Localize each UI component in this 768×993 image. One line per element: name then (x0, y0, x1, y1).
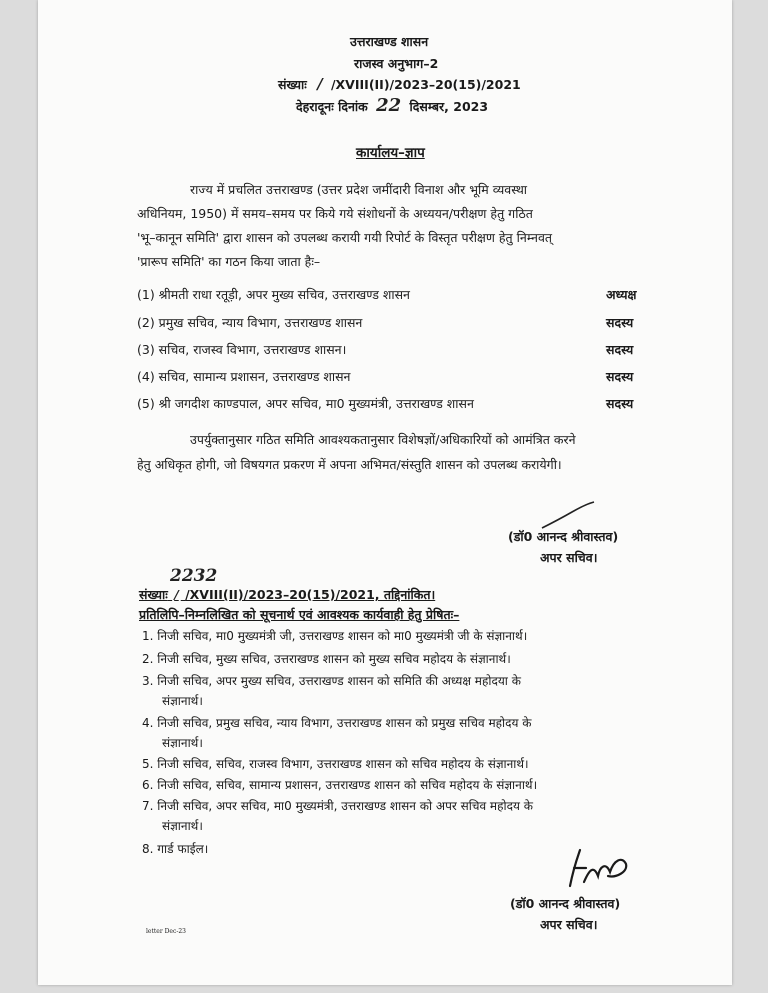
member-3: (3) सचिव, राजस्व विभाग, उत्तराखण्ड शासन। (137, 342, 347, 357)
intro-line-4: 'प्रारूप समिति' का गठन किया जाता हैः– (137, 254, 321, 269)
member-1: (1) श्रीमती राधा रतूड़ी, अपर मुख्य सचिव, उत्तराखण्ड शासन (137, 287, 410, 302)
date-day: 22 (376, 95, 402, 116)
intro-line-2: अधिनियम, 1950) में समय–समय पर किये गये संशोधनों के अध्ययन/परीक्षण हेतु गठित (137, 206, 533, 221)
closing-line-2: हेतु अधिकृत होगी, जो विषयगत प्रकरण में अपना अभिमत/संस्तुति शासन को उपलब्ध करायेगी। (137, 457, 562, 472)
member-1-role: अध्यक्ष (606, 287, 637, 302)
copy-item-3: 3. निजी सचिव, अपर मुख्य सचिव, उत्तराखण्ड शासन को समिति की अध्यक्ष महोदया के (142, 674, 521, 688)
copy-item-6: 6. निजी सचिव, सचिव, सामान्य प्रशासन, उत्तराखण्ड शासन को सचिव महोदय के संज्ञानार्थ। (142, 778, 538, 792)
member-5-role: सदस्य (606, 396, 634, 411)
signature-mark-2 (564, 846, 634, 896)
signatory-designation-1: अपर सचिव। (540, 550, 598, 565)
place-date-label: देहरादूनः दिनांक (296, 99, 368, 114)
copy-item-5: 5. निजी सचिव, सचिव, राजस्व विभाग, उत्तराखण्ड शासन को सचिव महोदय के संज्ञानार्थ। (142, 757, 529, 771)
signatory-name-2: (डॉ0 आनन्द श्रीवास्तव) (510, 896, 621, 911)
footer-note: letter Dec-23 (146, 928, 187, 935)
member-2-role: सदस्य (606, 315, 634, 330)
member-4: (4) सचिव, सामान्य प्रशासन, उत्तराखण्ड शासन (137, 369, 351, 384)
copy-number-mark: / (174, 587, 179, 602)
copy-item-8: 8. गार्ड फाईल। (142, 842, 209, 856)
handwritten-dispatch-number: 2232 (170, 566, 218, 586)
file-number: /XVIII(II)/2023–20(15)/2021 (330, 77, 521, 92)
department-name: राजस्व अनुभाग–2 (354, 56, 439, 71)
intro-line-3: 'भू–कानून समिति' द्वारा शासन को उपलब्ध करायी गयी रिपोर्ट के विस्तृत परीक्षण हेतु निम्नवत् (137, 230, 553, 245)
copy-item-1: 1. निजी सचिव, मा0 मुख्यमंत्री जी, उत्तराखण्ड शासन को मा0 मुख्यमंत्री जी के संज्ञानार्थ। (142, 629, 528, 643)
copy-item-7: 7. निजी सचिव, अपर सचिव, मा0 मुख्यमंत्री, उत्तराखण्ड शासन को अपर सचिव महोदय के (142, 799, 533, 813)
copy-heading: प्रतिलिपि–निम्नलिखित को सूचनार्थ एवं आवश्यक कार्यवाही हेतु प्रेषितः– (139, 607, 460, 622)
government-name: उत्तराखण्ड शासन (350, 34, 429, 49)
copy-item-4: 4. निजी सचिव, प्रमुख सचिव, न्याय विभाग, उत्तराखण्ड शासन को प्रमुख सचिव महोदय के (142, 716, 532, 730)
number-mark: / (317, 75, 323, 93)
number-label: संख्याः (278, 77, 307, 92)
member-5: (5) श्री जगदीश काण्डपाल, अपर सचिव, मा0 मुख्यमंत्री, उत्तराखण्ड शासन (137, 396, 474, 411)
member-4-role: सदस्य (606, 369, 634, 384)
intro-line-1: राज्य में प्रचलित उत्तराखण्ड (उत्तर प्रदेश जमींदारी विनाश और भूमि व्यवस्था (190, 182, 528, 197)
copy-item-3-cont: संज्ञानार्थ। (162, 694, 203, 708)
document-title: कार्यालय–ज्ञाप (356, 145, 425, 161)
closing-line-1: उपर्युक्तानुसार गठित समिति आवश्यकतानुसार विशेषज्ञों/अधिकारियों को आमंत्रित करने (190, 432, 576, 447)
date-month-year: दिसम्बर, 2023 (409, 99, 489, 114)
file-number-line (278, 75, 521, 93)
copy-number-line (139, 586, 435, 603)
signatory-designation-2: अपर सचिव। (540, 917, 598, 932)
copy-number-label: संख्याः (139, 587, 168, 602)
place-date-line (296, 95, 488, 116)
copy-item-2: 2. निजी सचिव, मुख्य सचिव, उत्तराखण्ड शासन को मुख्य सचिव महोदय के संज्ञानार्थ। (142, 652, 511, 666)
copy-item-4-cont: संज्ञानार्थ। (162, 736, 203, 750)
member-2: (2) प्रमुख सचिव, न्याय विभाग, उत्तराखण्ड शासन (137, 315, 363, 330)
document-page (38, 0, 732, 985)
signatory-name-1: (डॉ0 आनन्द श्रीवास्तव) (508, 529, 619, 544)
member-3-role: सदस्य (606, 342, 634, 357)
copy-number-text: /XVIII(II)/2023–20(15)/2021, तद्दिनांकित। (185, 587, 436, 602)
copy-item-7-cont: संज्ञानार्थ। (162, 819, 203, 833)
